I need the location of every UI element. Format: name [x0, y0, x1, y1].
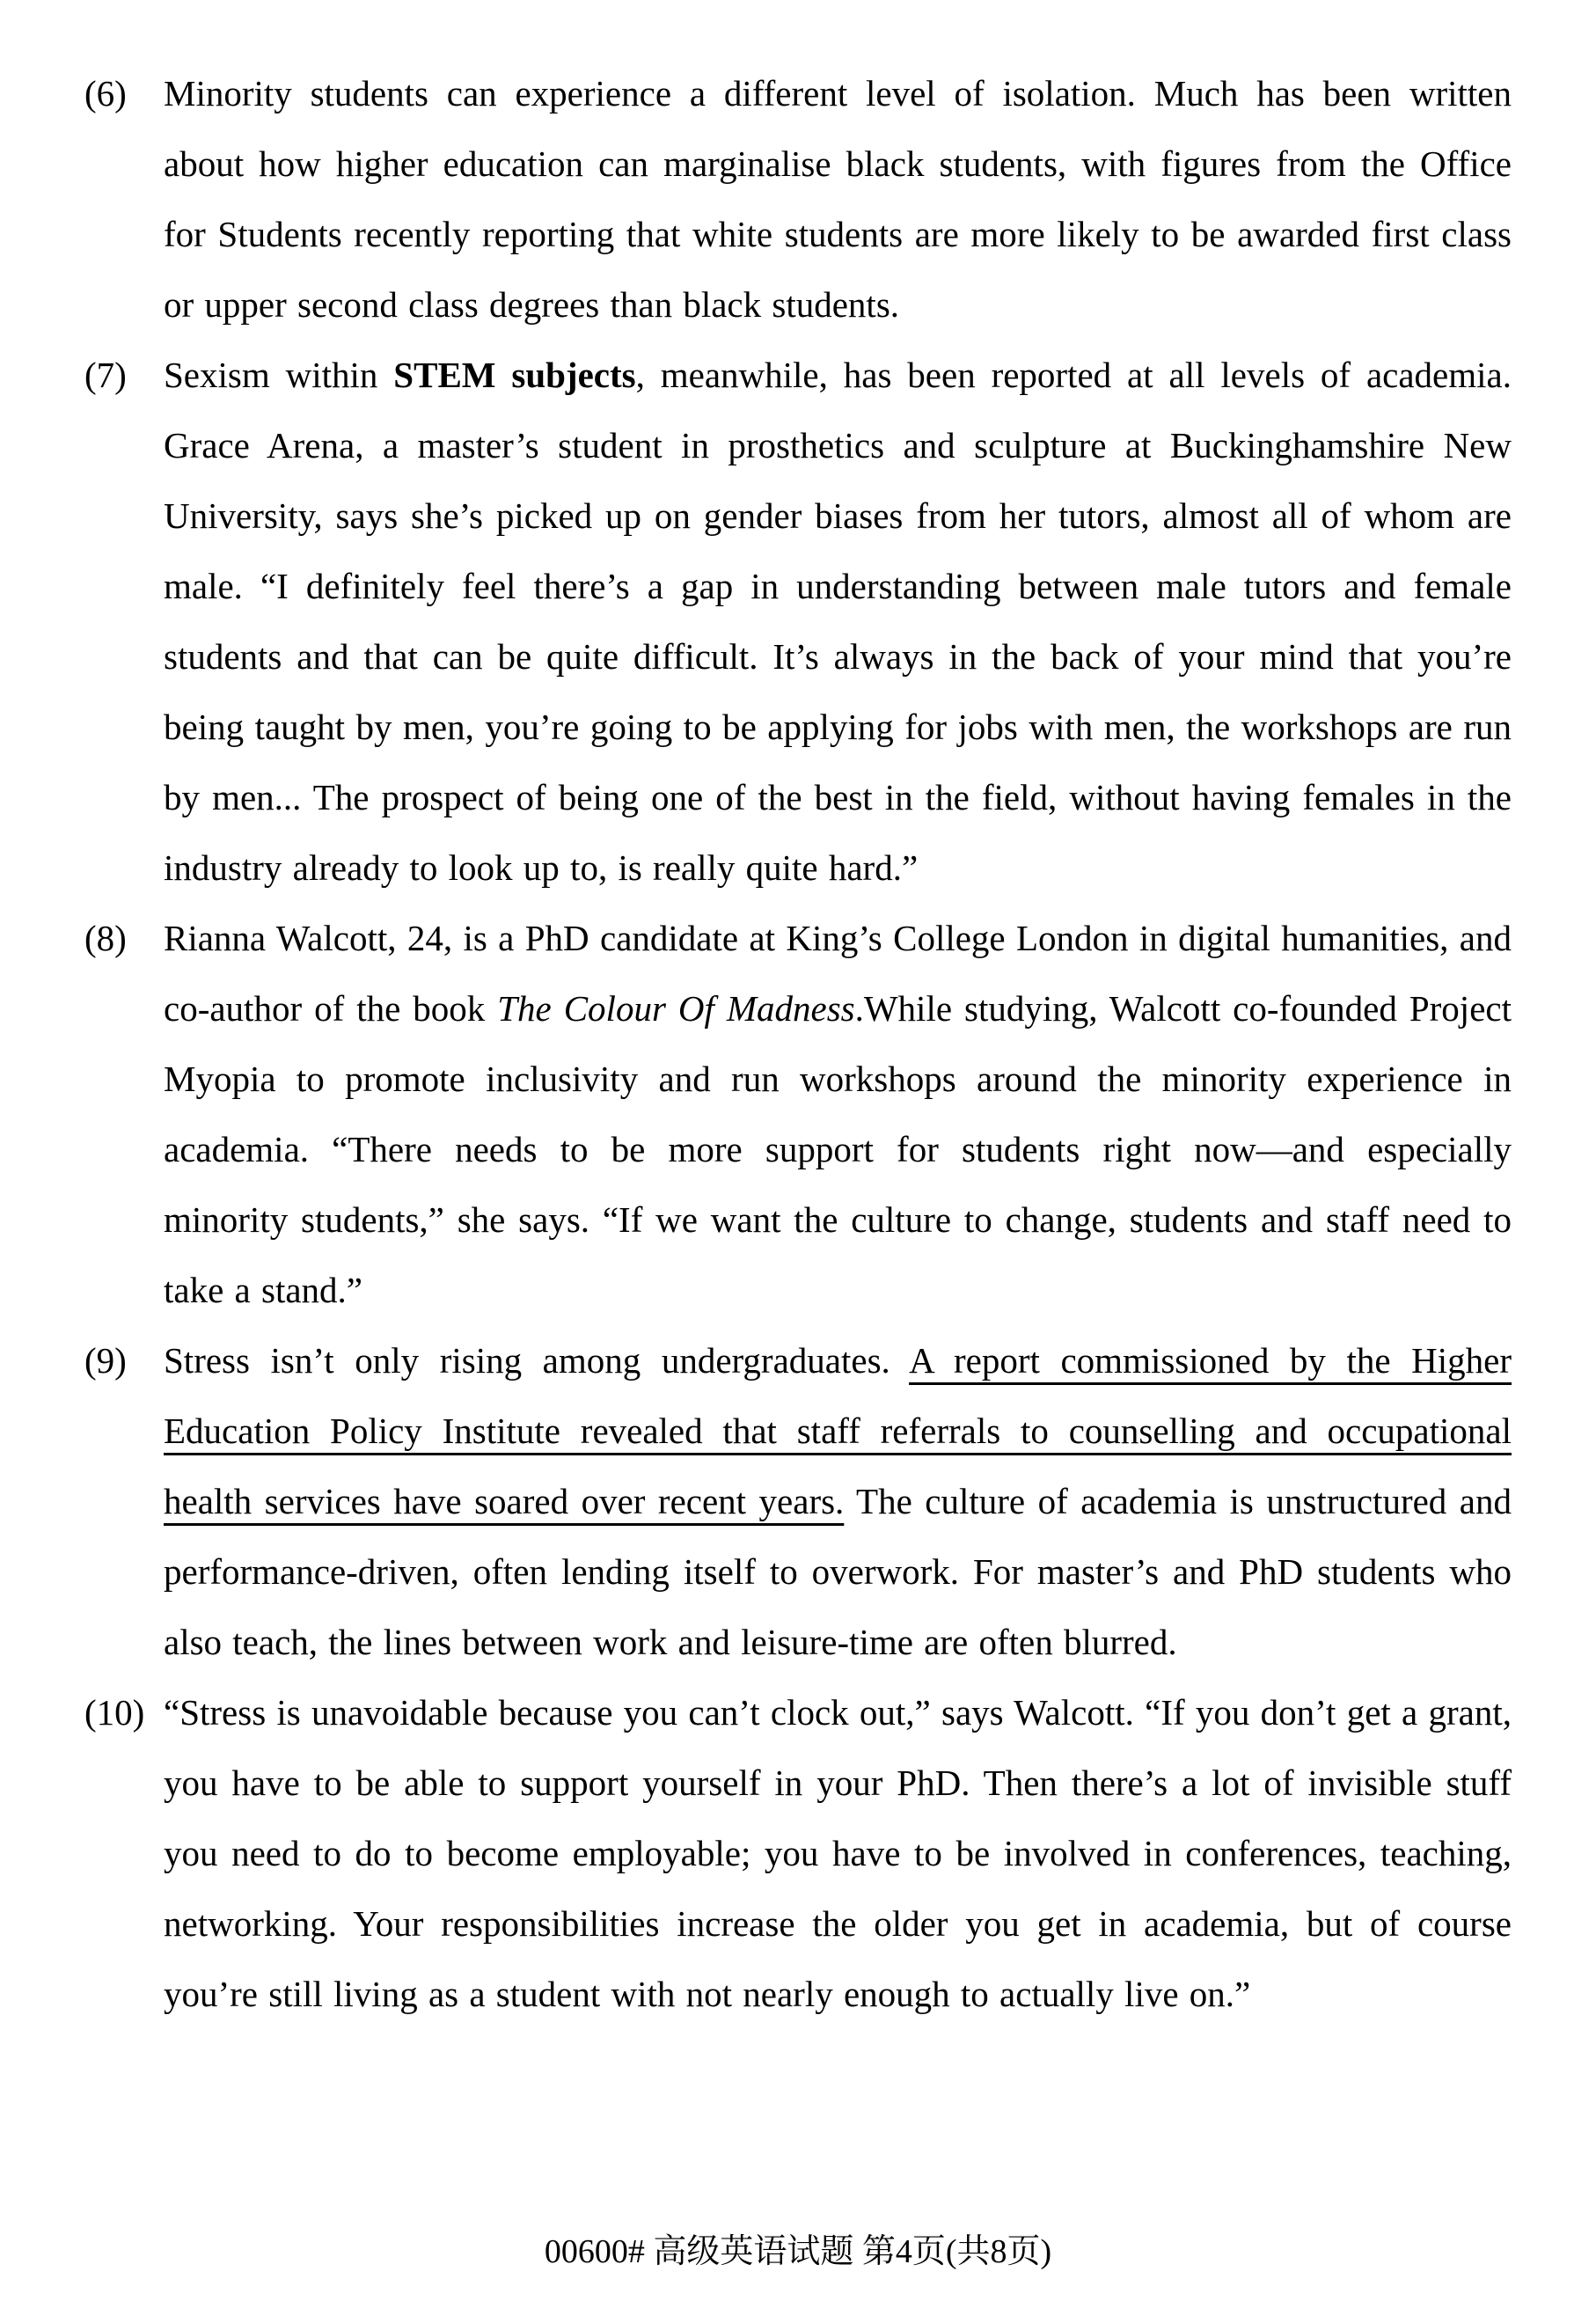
text-segment-italic: The Colour Of Madness: [497, 988, 855, 1029]
paragraph: [84, 58, 1512, 340]
text-segment-normal: “Stress is unavoidable because you can’t clock out,” says Walcott. “If you don’t get a grant, you have to be able to support yourself in your PhD. Then there’s a lot of invisible stuff you need to do to become employable; you have to be involved in conferences, teaching, networking. Your responsibilities increase the older you get in academia, but of course you’re still living as a student with not nearly enough to actually live on.”: [164, 1692, 1512, 2014]
paragraph-number: (8): [84, 918, 127, 958]
text-segment-underline: A report commissioned by the Higher Education Policy Institute revealed that staff referrals to counselling and occupational health services have soared over recent years.: [164, 1340, 1512, 1521]
paragraph-list: [84, 58, 1512, 2029]
paragraph-number: (10): [84, 1692, 145, 1733]
paragraph-text: [164, 903, 1512, 1325]
text-segment-bold: STEM subjects: [393, 355, 636, 395]
text-segment-normal: Stress isn’t only rising among undergraduates.: [164, 1340, 910, 1381]
paragraph-text: [164, 340, 1512, 903]
paragraph-text: [164, 1325, 1512, 1677]
text-segment-normal: , meanwhile, has been reported at all levels of academia. Grace Arena, a master’s student in prosthetics and sculpture at Buckinghamshire New University, says she’s picked up on gender biases from her tutors, almost all of whom are male. “I definitely feel there’s a gap in understanding between male tutors and female students and that can be quite difficult. It’s always in the back of your mind that you’re being taught by men, you’re going to be applying for jobs with men, the workshops are run by men... The prospect of being one of the best in the field, without having females in the industry already to look up to, is really quite hard.”: [164, 355, 1512, 888]
page-footer: 00600# 高级英语试题 第4页(共8页): [544, 2233, 1052, 2270]
paragraph: [84, 340, 1512, 903]
text-segment-normal: The culture of academia is unstructured and performance-driven, often lending itself to overwork. For master’s and PhD students who also teach, the lines between work and leisure-time are often blurred.: [164, 1481, 1512, 1662]
paragraph-text: [164, 1677, 1512, 2029]
text-segment-normal: Rianna Walcott, 24, is a PhD candidate at King’s College London in digital humanities, and co-author of the book: [164, 918, 1512, 1029]
paragraph: [84, 903, 1512, 1325]
text-segment-normal: .While studying, Walcott co-founded Project Myopia to promote inclusivity and run workshops around the minority experience in academia. “There needs to be more support for students right now—and especially minority students,” she says. “If we want the culture to change, students and staff need to take a stand.”: [164, 988, 1512, 1310]
text-segment-normal: Minority students can experience a different level of isolation. Much has been written about how higher education can marginalise black students, with figures from the Office for Students recently reporting that white students are more likely to be awarded first class or upper second class degrees than black students.: [164, 73, 1512, 325]
paragraph-number: (9): [84, 1340, 127, 1381]
paragraph-number: (6): [84, 73, 127, 114]
paragraph-text: [164, 58, 1512, 340]
text-segment-normal: Sexism within: [164, 355, 394, 395]
paragraph: [84, 1325, 1512, 1677]
paragraph: [84, 1677, 1512, 2029]
paragraph-number: (7): [84, 355, 127, 395]
